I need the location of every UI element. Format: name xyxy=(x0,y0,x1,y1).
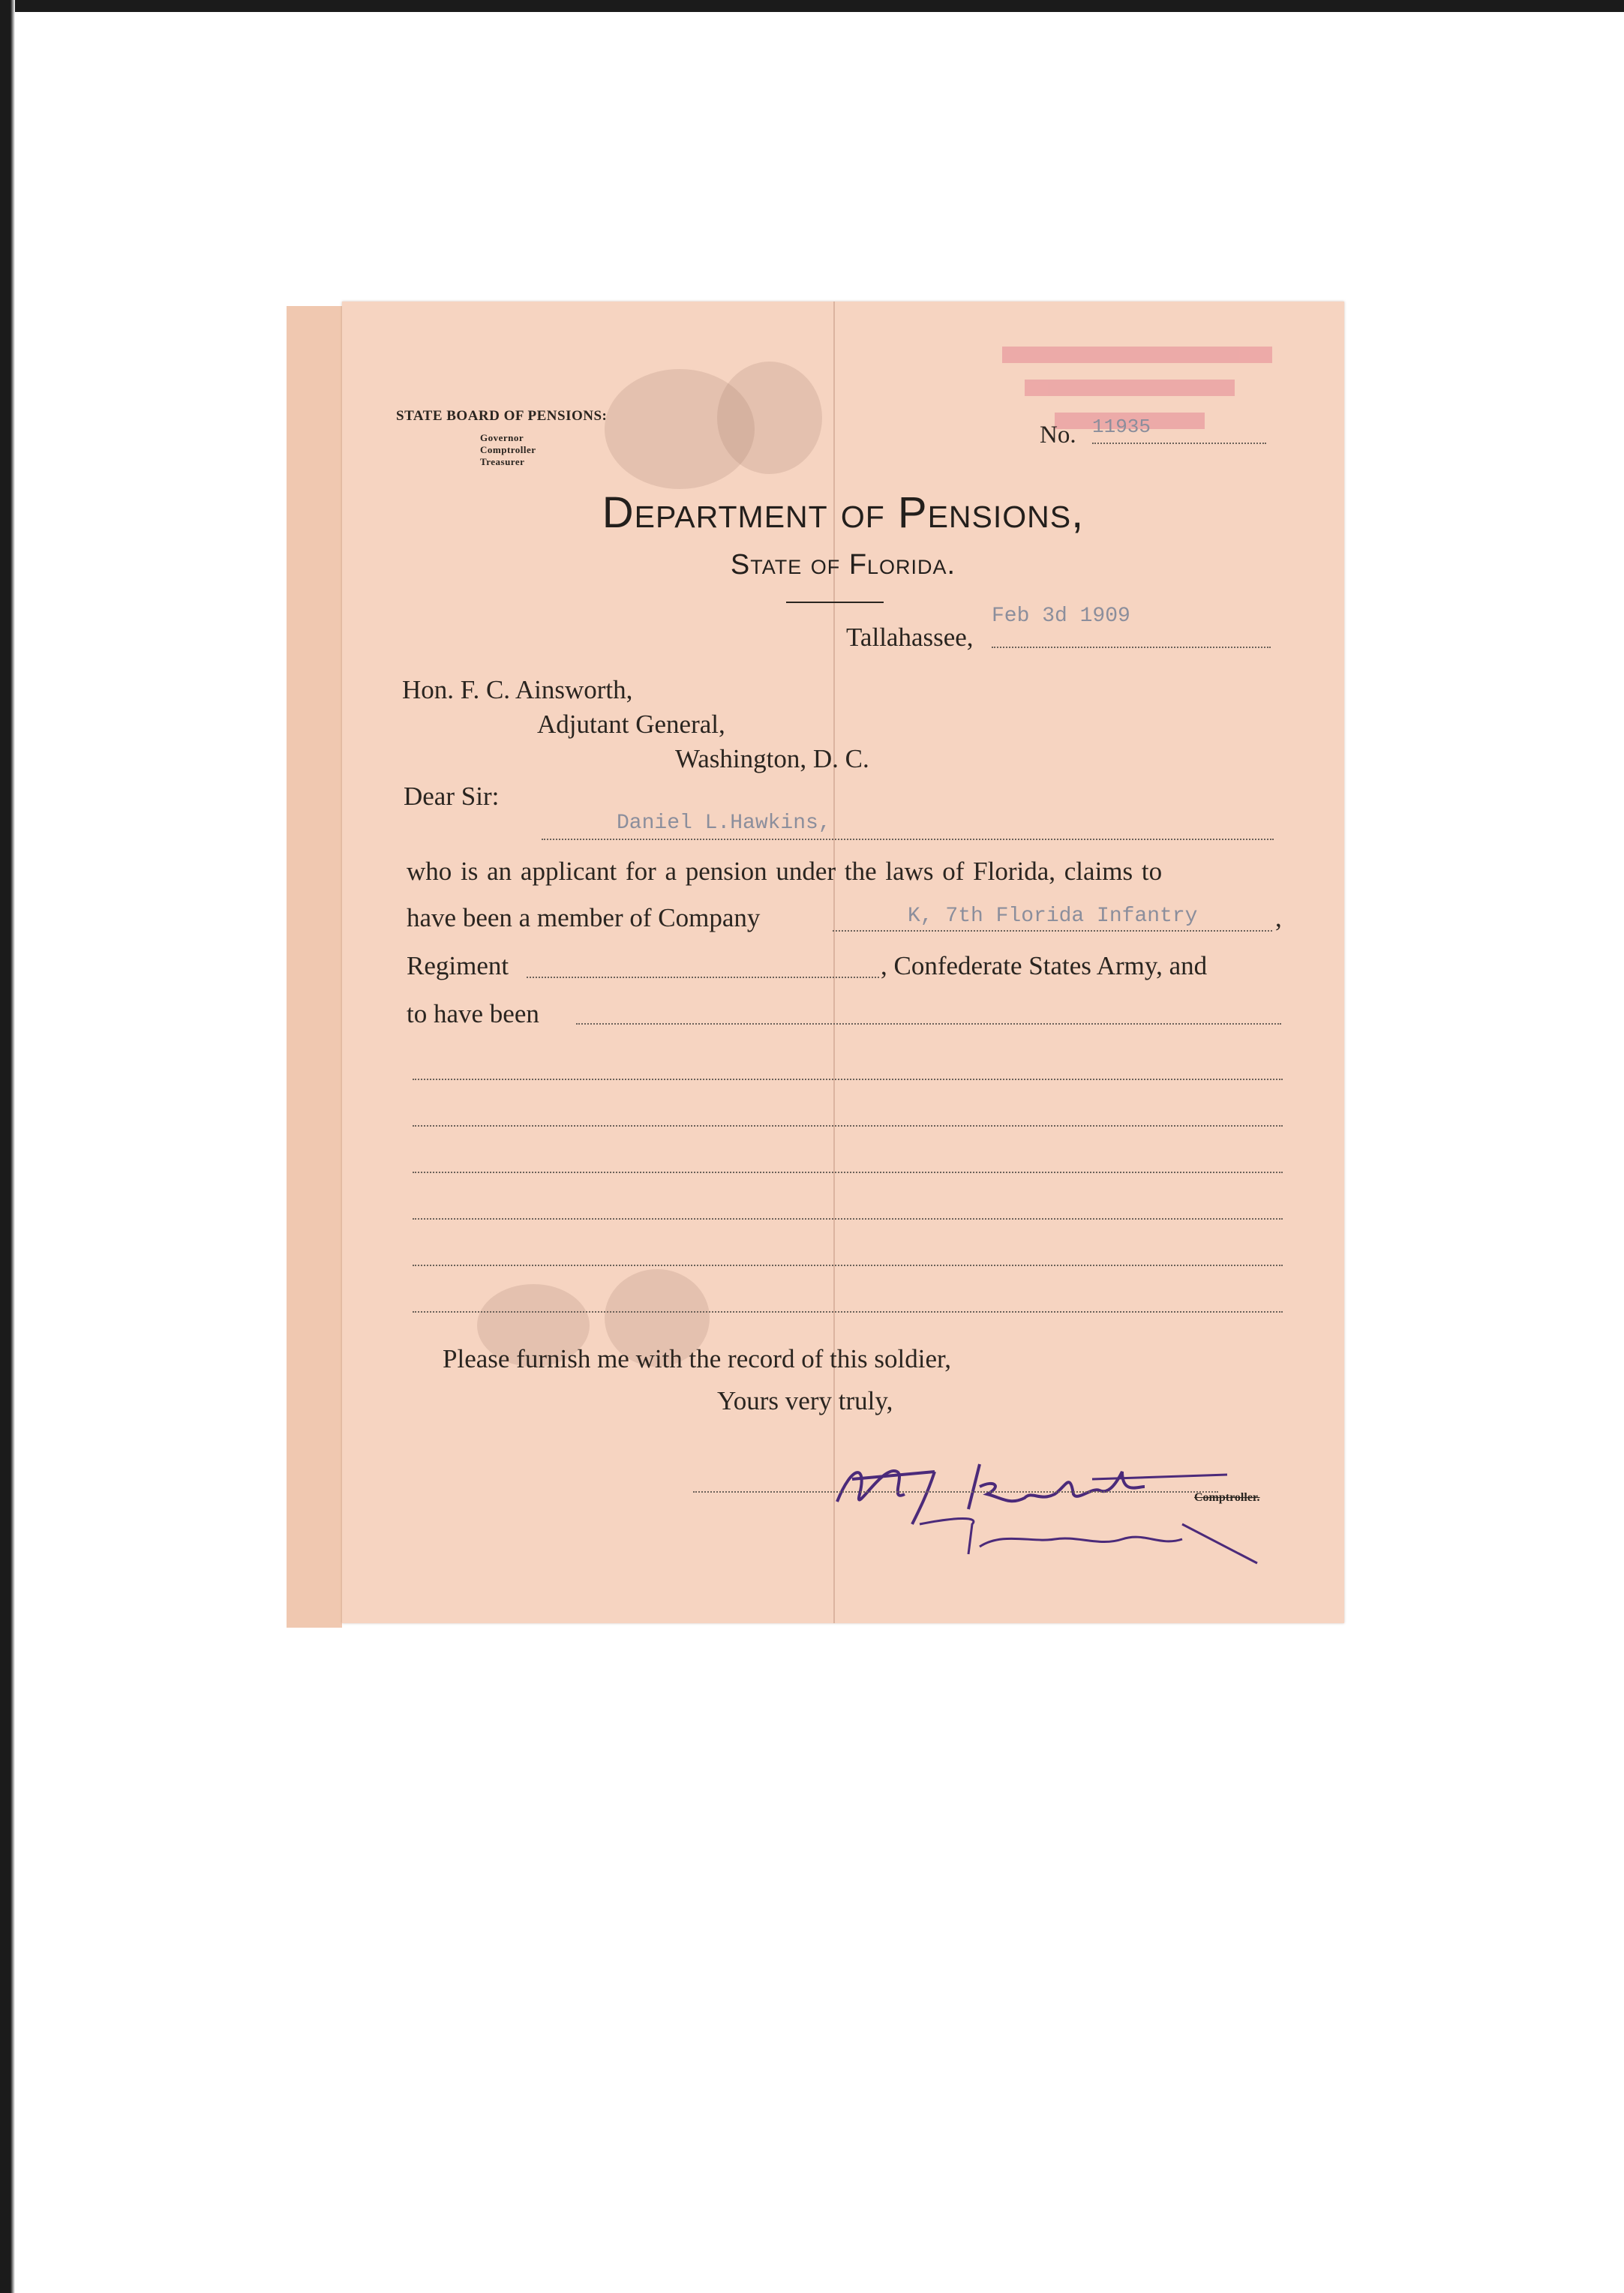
board-member-comptroller: Comptroller xyxy=(480,444,536,455)
company-field-line xyxy=(833,930,1272,932)
date-line xyxy=(992,647,1271,648)
faded-red-stamp xyxy=(1002,347,1317,429)
regiment-field-line xyxy=(527,977,879,978)
been-field-line xyxy=(576,1023,1281,1025)
blank-line xyxy=(413,1079,1283,1080)
title-rule xyxy=(786,602,884,603)
printed-title-struck: Comptroller. xyxy=(1194,1491,1260,1504)
folded-paper-edge xyxy=(287,306,342,1628)
department-title: Department of Pensions, xyxy=(602,488,1085,537)
city-label: Tallahassee, xyxy=(846,623,974,652)
smudge xyxy=(717,362,822,474)
blank-line xyxy=(413,1172,1283,1173)
regiment-label: Regiment xyxy=(407,951,509,980)
salutation: Dear Sir: xyxy=(404,782,500,811)
closing-sign-off: Yours very truly, xyxy=(717,1386,893,1415)
recipient-name: Hon. F. C. Ainsworth, xyxy=(402,675,633,704)
company-prefix: have been a member of Company xyxy=(407,903,761,932)
date-value: Feb 3d 1909 xyxy=(992,605,1130,628)
blank-line xyxy=(413,1311,1283,1313)
scan-top-edge xyxy=(0,0,1624,12)
applicant-name: Daniel L.Hawkins, xyxy=(617,812,831,835)
been-label: to have been xyxy=(407,999,539,1028)
pension-letter xyxy=(342,302,1344,1623)
state-title: State of Florida. xyxy=(730,549,956,581)
closing-request: Please furnish me with the record of this soldier, xyxy=(443,1344,952,1373)
number-value: 11935 xyxy=(1092,416,1151,438)
scan-left-edge xyxy=(0,0,15,2293)
blank-line xyxy=(413,1265,1283,1266)
company-comma: , xyxy=(1275,903,1282,932)
body-line-1-text: who is an applicant for a pension under the laws of Florida, claims to xyxy=(407,857,1163,886)
blank-line xyxy=(413,1125,1283,1127)
applicant-line xyxy=(542,839,1274,840)
number-label: No. xyxy=(1040,422,1076,449)
regiment-suffix: , Confederate States Army, and xyxy=(881,951,1208,980)
number-line xyxy=(1092,443,1266,444)
company-value: K, 7th Florida Infantry xyxy=(908,905,1198,928)
board-member-treasurer: Treasurer xyxy=(480,456,525,467)
board-member-governor: Governor xyxy=(480,432,524,443)
board-title: STATE BOARD OF PENSIONS: xyxy=(396,408,608,424)
recipient-location: Washington, D. C. xyxy=(675,744,869,773)
recipient-title: Adjutant General, xyxy=(537,710,725,739)
body-line-1 xyxy=(407,857,1280,887)
signature-line xyxy=(693,1491,1218,1493)
blank-line xyxy=(413,1218,1283,1220)
